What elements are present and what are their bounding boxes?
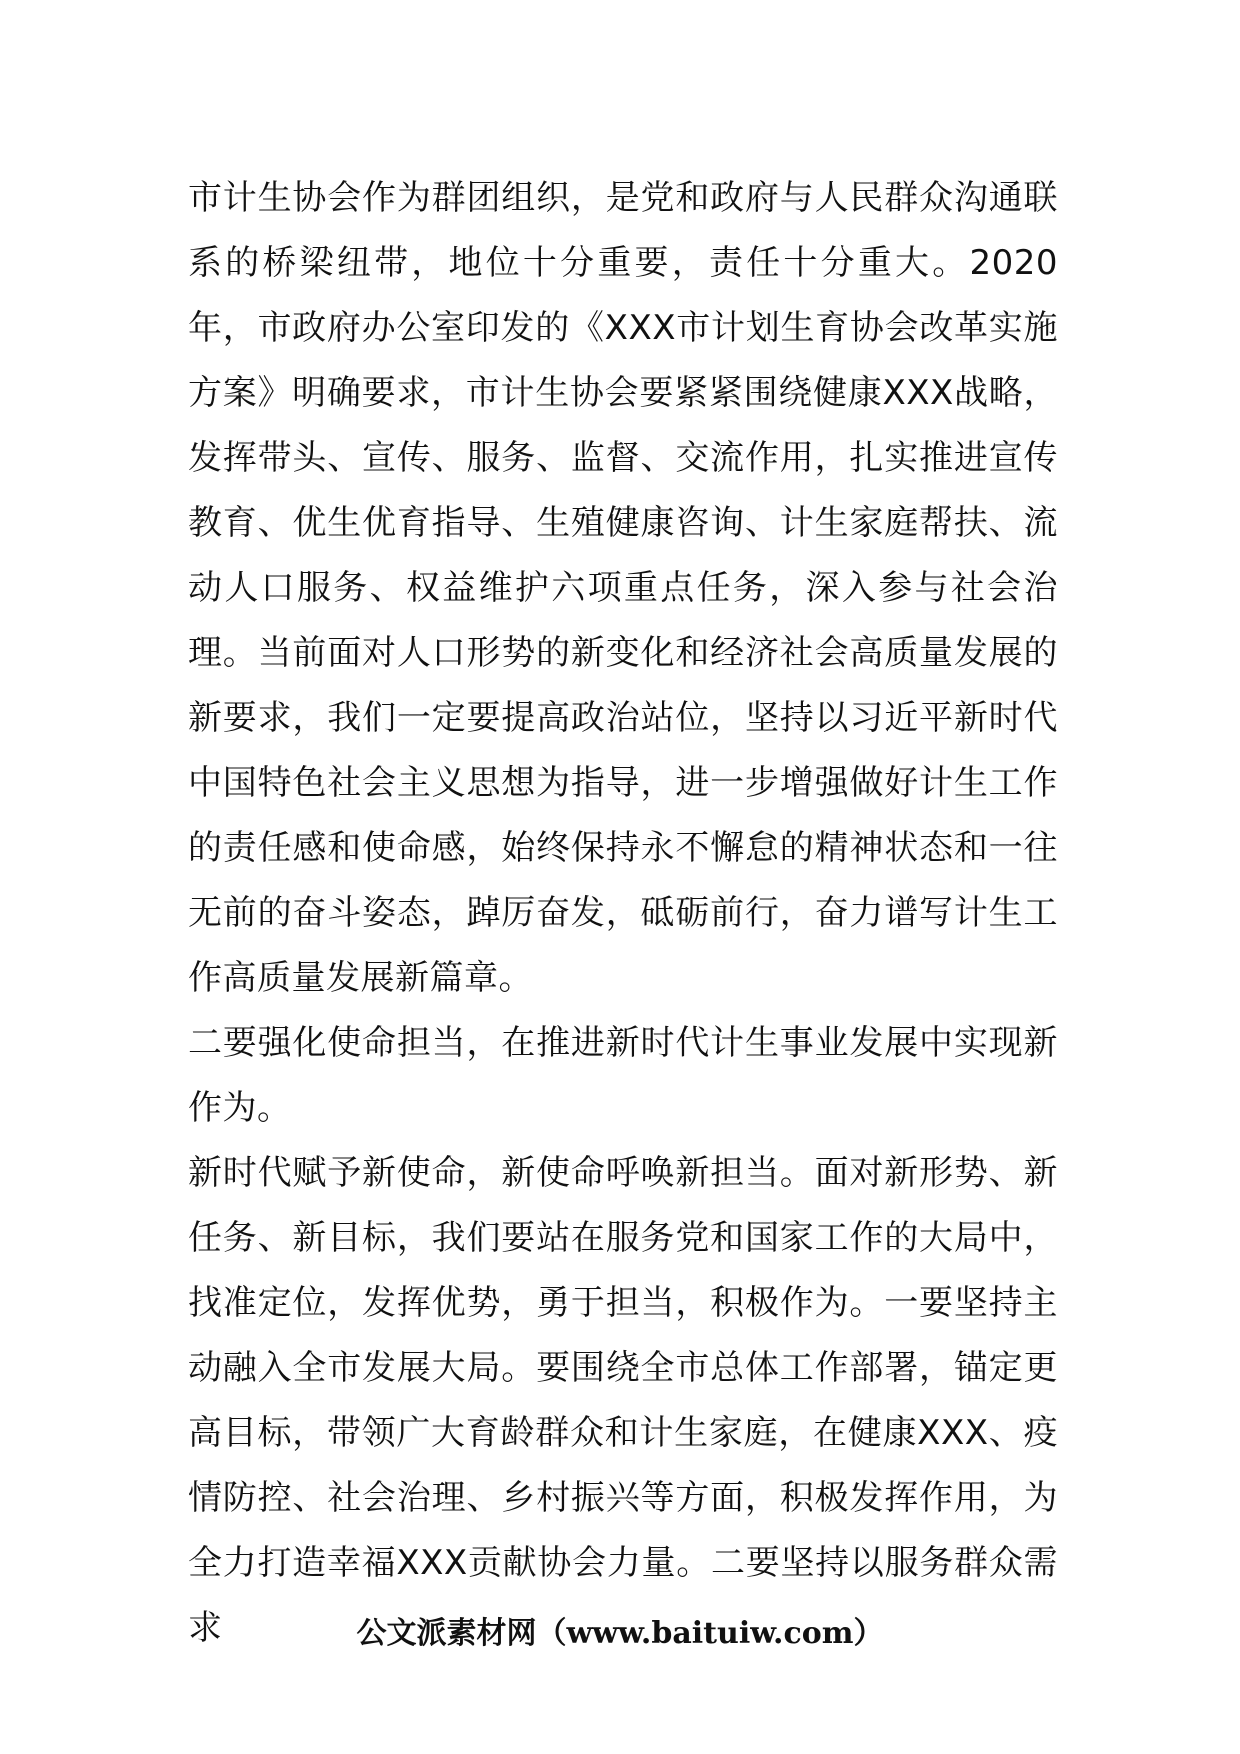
paragraph-3: 新时代赋予新使命，新使命呼唤新担当。面对新形势、新任务、新目标，我们要站在服务党和国家工作的大局中，找准定位，发挥优势，勇于担当，积极作为。一要坚持主动融入全市发展大局。要围绕全市总体工作部署，锚定更高目标，带领广大育龄群众和计生家庭，在健康XXX、疫情防控、社会治理、乡村振兴等方面，积极发挥作用，为全力打造幸福XXX贡献协会力量。二要坚持以服务群众需求 xyxy=(188,1153,1058,1648)
footer-watermark: 公文派素材网（www.baituiw.com） xyxy=(356,1616,884,1651)
paragraph-2-heading: 二要强化使命担当，在推进新时代计生事业发展中实现新作为。 xyxy=(188,1023,1058,1128)
paragraph-1: 市计生协会作为群团组织，是党和政府与人民群众沟通联系的桥梁纽带，地位十分重要，责任十分重大。2020年，市政府办公室印发的《XXX市计划生育协会改革实施方案》明确要求，市计生协会要紧紧围绕健康XXX战略，发挥带头、宣传、服务、监督、交流作用，扎实推进宣传教育、优生优育指导、生殖健康咨询、计生家庭帮扶、流动人口服务、权益维护六项重点任务，深入参与社会治理。当前面对人口形势的新变化和经济社会高质量发展的新要求，我们一定要提高政治站位，坚持以习近平新时代中国特色社会主义思想为指导，进一步增强做好计生工作的责任感和使命感，始终保持永不懈怠的精神状态和一往无前的奋斗姿态，踔厉奋发，砥砺前行，奋力谱写计生工作高质量发展新篇章。 xyxy=(188,178,1058,998)
body-text xyxy=(188,166,1058,1661)
